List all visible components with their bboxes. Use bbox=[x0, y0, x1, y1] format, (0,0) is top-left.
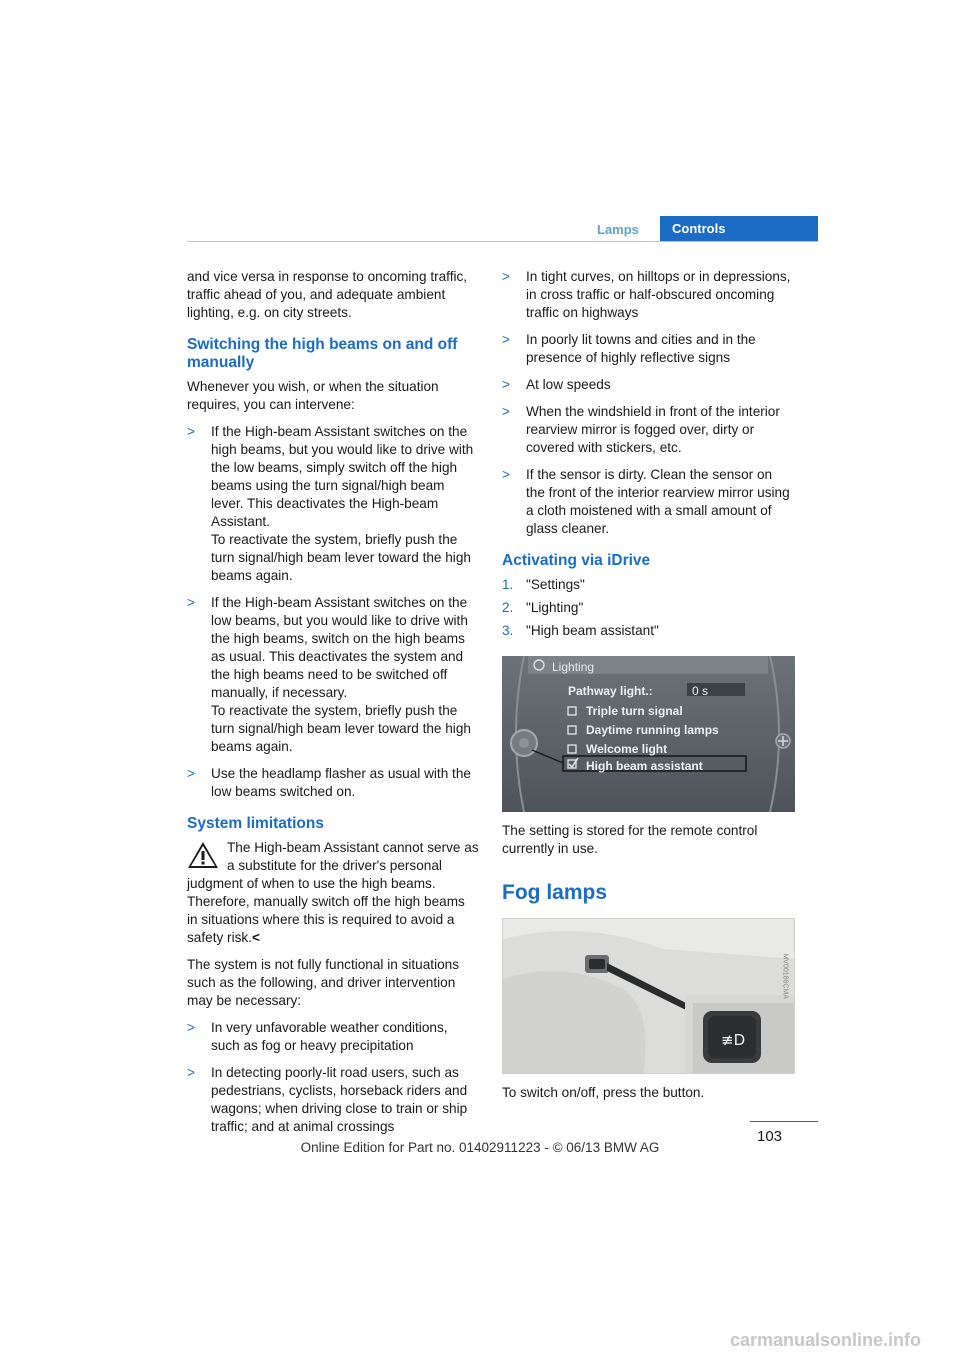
list-item-text: In tight curves, on hilltops or in depressions, in cross traffic or half-obscured oncoming traffic on highways bbox=[526, 269, 791, 320]
pathway-value: 0 s bbox=[692, 684, 709, 698]
reactivate-note: To reactivate the system, briefly push the turn signal/high beam lever toward the high beams again. bbox=[211, 532, 471, 583]
limits-intro: The system is not fully functional in situations such as the following, and driver intervention may be necessary: bbox=[187, 957, 460, 1008]
bullet-marker: > bbox=[187, 595, 195, 610]
left-column bbox=[187, 268, 479, 1145]
list-item bbox=[187, 423, 479, 585]
bullet-marker: > bbox=[502, 404, 510, 419]
list-item bbox=[502, 331, 794, 367]
header-rule bbox=[187, 241, 818, 242]
option-welcome: Welcome light bbox=[586, 742, 668, 756]
list-item bbox=[187, 765, 479, 801]
bullet-marker: > bbox=[502, 332, 510, 347]
bullet-marker: > bbox=[502, 269, 510, 284]
bullet-marker: > bbox=[502, 467, 510, 482]
heading-idrive: Activating via iDrive bbox=[502, 552, 651, 569]
right-column bbox=[502, 268, 794, 1111]
manual-intro: Whenever you wish, or when the situation requires, you can intervene: bbox=[187, 379, 439, 412]
step-text: "Settings" bbox=[526, 577, 585, 592]
list-item bbox=[187, 594, 479, 756]
page-number-rule bbox=[750, 1121, 818, 1122]
list-item-text: When the windshield in front of the interior rearview mirror is fogged over, dirty or covered with stickers, etc. bbox=[526, 404, 780, 455]
list-item-text: Use the headlamp flasher as usual with the low beams switched on. bbox=[211, 766, 471, 799]
stored-paragraph: The setting is stored for the remote control currently in use. bbox=[502, 823, 758, 856]
bullet-marker: > bbox=[187, 1065, 195, 1080]
intro-paragraph: and vice versa in response to oncoming traffic, traffic ahead of you, and adequate ambient lighting, e.g. on city streets. bbox=[187, 269, 468, 320]
step-text: "Lighting" bbox=[526, 600, 584, 615]
list-item-text: In very unfavorable weather conditions, such as fog or heavy precipitation bbox=[211, 1020, 448, 1053]
option-daytime: Daytime running lamps bbox=[586, 723, 719, 737]
bullet-marker: > bbox=[502, 377, 510, 392]
warning-text: The High-beam Assistant cannot serve as a substitute for the driver's personal judgment of when to use the high beams. Therefore, manually switch off the high beams in situations where this is required to avoid a safety risk. bbox=[187, 840, 479, 945]
list-item bbox=[502, 466, 794, 538]
heading-manual: Switching the high beams on and off manually bbox=[187, 336, 458, 371]
step-number: 2. bbox=[502, 600, 514, 615]
option-triple-turn: Triple turn signal bbox=[586, 704, 683, 718]
step-number: 1. bbox=[502, 577, 514, 592]
list-item-text: In detecting poorly-lit road users, such as pedestrians, cyclists, horseback riders and wagons; when driving close to train or ship traffic; and at animal crossings bbox=[211, 1065, 468, 1134]
list-item-text: In poorly lit towns and cities and in the presence of highly reflective signs bbox=[526, 332, 756, 365]
section-label: Lamps bbox=[597, 222, 639, 237]
fog-lamp-graphic bbox=[503, 919, 795, 1074]
page-number: 103 bbox=[757, 1128, 783, 1145]
list-item bbox=[502, 403, 794, 457]
bullet-marker: > bbox=[187, 1020, 195, 1035]
list-item bbox=[502, 376, 794, 394]
svg-text:≢D: ≢D bbox=[721, 1031, 746, 1049]
footer-edition: Online Edition for Part no. 01402911223 - © 06/13 BMW AG bbox=[300, 1140, 660, 1155]
list-item-text: If the High-beam Assistant switches on the low beams, but you would like to drive with the high beams, switch on the high beams as usual. This deactivates the system and the high beams need to be switched off manually, if necessary. bbox=[211, 595, 468, 700]
screen-title: Lighting bbox=[552, 660, 595, 674]
chapter-tab: Controls bbox=[660, 216, 818, 242]
step-text: "High beam assistant" bbox=[526, 623, 659, 638]
list-item bbox=[502, 268, 794, 322]
idrive-screen-figure bbox=[502, 656, 795, 812]
step-number: 3. bbox=[502, 623, 514, 638]
list-item-text: At low speeds bbox=[526, 377, 611, 392]
end-mark: < bbox=[251, 930, 260, 945]
heading-fog-lamps: Fog lamps bbox=[502, 881, 608, 904]
step-item bbox=[502, 599, 794, 617]
watermark: carmanualsonline.info bbox=[730, 1330, 922, 1350]
step-item bbox=[502, 576, 794, 594]
heading-limitations: System limitations bbox=[187, 815, 324, 832]
list-item bbox=[187, 1019, 479, 1055]
warning-triangle-icon bbox=[187, 841, 219, 869]
reactivate-note: To reactivate the system, briefly push the turn signal/high beam lever toward the high beams again. bbox=[211, 703, 471, 754]
list-item-text: If the sensor is dirty. Clean the sensor on the front of the interior rearview mirror using a cloth moistened with a small amount of glass cleaner. bbox=[526, 467, 790, 536]
pathway-label: Pathway light.: bbox=[568, 684, 653, 698]
list-item bbox=[187, 1064, 479, 1136]
fog-lamp-figure bbox=[502, 918, 795, 1074]
figure-code: MV00186CMA bbox=[782, 953, 789, 999]
option-high-beam: High beam assistant bbox=[586, 759, 703, 773]
bullet-marker: > bbox=[187, 766, 195, 781]
list-item-text: If the High-beam Assistant switches on the high beams, but you would like to drive with the low beams, simply switch off the high beams using the turn signal/high beam lever. This deactivates the High-beam Assistant. bbox=[211, 424, 474, 529]
step-item bbox=[502, 622, 794, 640]
warning-paragraph bbox=[187, 839, 479, 947]
bullet-marker: > bbox=[187, 424, 195, 439]
fog-instruction: To switch on/off, press the button. bbox=[502, 1085, 705, 1100]
